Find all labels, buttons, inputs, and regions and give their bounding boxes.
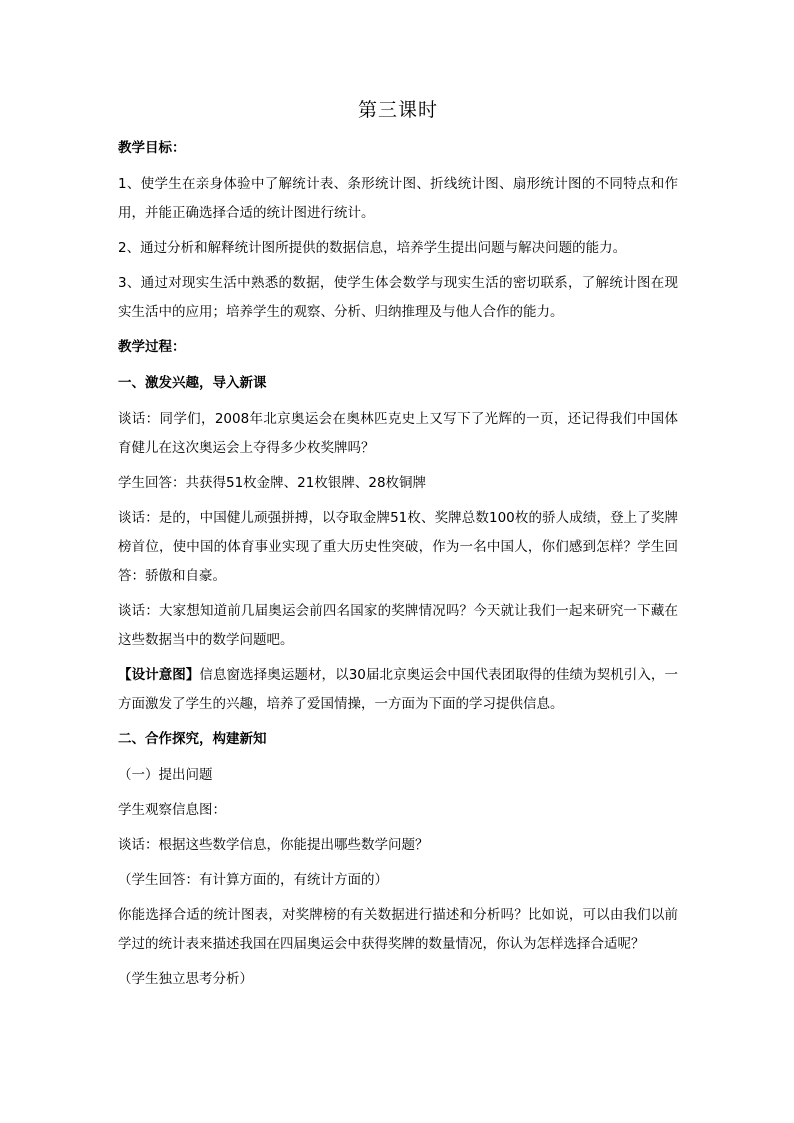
dialogue-paragraph: 谈话：根据这些数学信息，你能提出哪些数学问题？ [118, 837, 429, 853]
subsection-heading: （一）提出问题 [118, 767, 213, 783]
student-answer: （学生回答：有计算方面的，有统计方面的） [118, 872, 388, 888]
design-intent-text: 信息窗选择奥运题材，以30届北京奥运会中国代表团取得的佳绩为契机引入，一方面激发了学生的兴趣，培养了爱国情操，一方面为下面的学习提供信息。 [118, 667, 678, 712]
dialogue-paragraph: 谈话：同学们，2008年北京奥运会在奥林匹克史上又写下了光辉的一页，还记得我们中国体育健儿在这次奥运会上夺得多少枚奖牌吗？ [118, 411, 678, 456]
goal-item-2: 2、通过分析和解释统计图所提供的数据信息，培养学生提出问题与解决问题的能力。 [118, 240, 627, 256]
dialogue-paragraph: 谈话：是的，中国健儿顽强拼搏，以夺取金牌51枚、奖牌总数100枚的骄人成绩，登上了奖牌榜首位，使中国的体育事业实现了重大历史性突破，作为一名中国人，你们感到怎样？学生回答：骄傲和自豪。 [118, 510, 678, 584]
section-heading-2: 二、合作探究，构建新知 [118, 731, 267, 747]
student-answer: （学生独立思考分析） [118, 971, 253, 987]
section-heading-1: 一、激发兴趣，导入新课 [118, 375, 267, 391]
goal-heading: 教学目标： [118, 140, 186, 156]
goal-item-3: 3、通过对现实生活中熟悉的数据，使学生体会数学与现实生活的密切联系，了解统计图在现实生活中的应用；培养学生的观察、分析、归纳推理及与他人合作的能力。 [118, 275, 678, 320]
body-paragraph: 你能选择合适的统计图表，对奖牌榜的有关数据进行描述和分析吗？比如说，可以由我们以前学过的统计表来描述我国在四届奥运会中获得奖牌的数量情况，你认为怎样选择合适呢？ [118, 907, 678, 952]
goal-item-1: 1、使学生在亲身体验中了解统计表、条形统计图、折线统计图、扇形统计图的不同特点和作用，并能正确选择合适的统计图进行统计。 [118, 176, 678, 221]
observe-line: 学生观察信息图： [118, 802, 226, 818]
design-intent-paragraph [118, 661, 678, 719]
process-heading: 教学过程： [118, 339, 186, 355]
student-answer: 学生回答：共获得51枚金牌、21枚银牌、28枚铜牌 [118, 475, 427, 491]
dialogue-paragraph: 谈话：大家想知道前几届奥运会前四名国家的奖牌情况吗？今天就让我们一起来研究一下藏在这些数据当中的数学问题吧。 [118, 603, 678, 648]
design-intent-label: 【设计意图】 [118, 667, 200, 683]
document-page [118, 96, 678, 1000]
page-title: 第三课时 [357, 99, 438, 121]
